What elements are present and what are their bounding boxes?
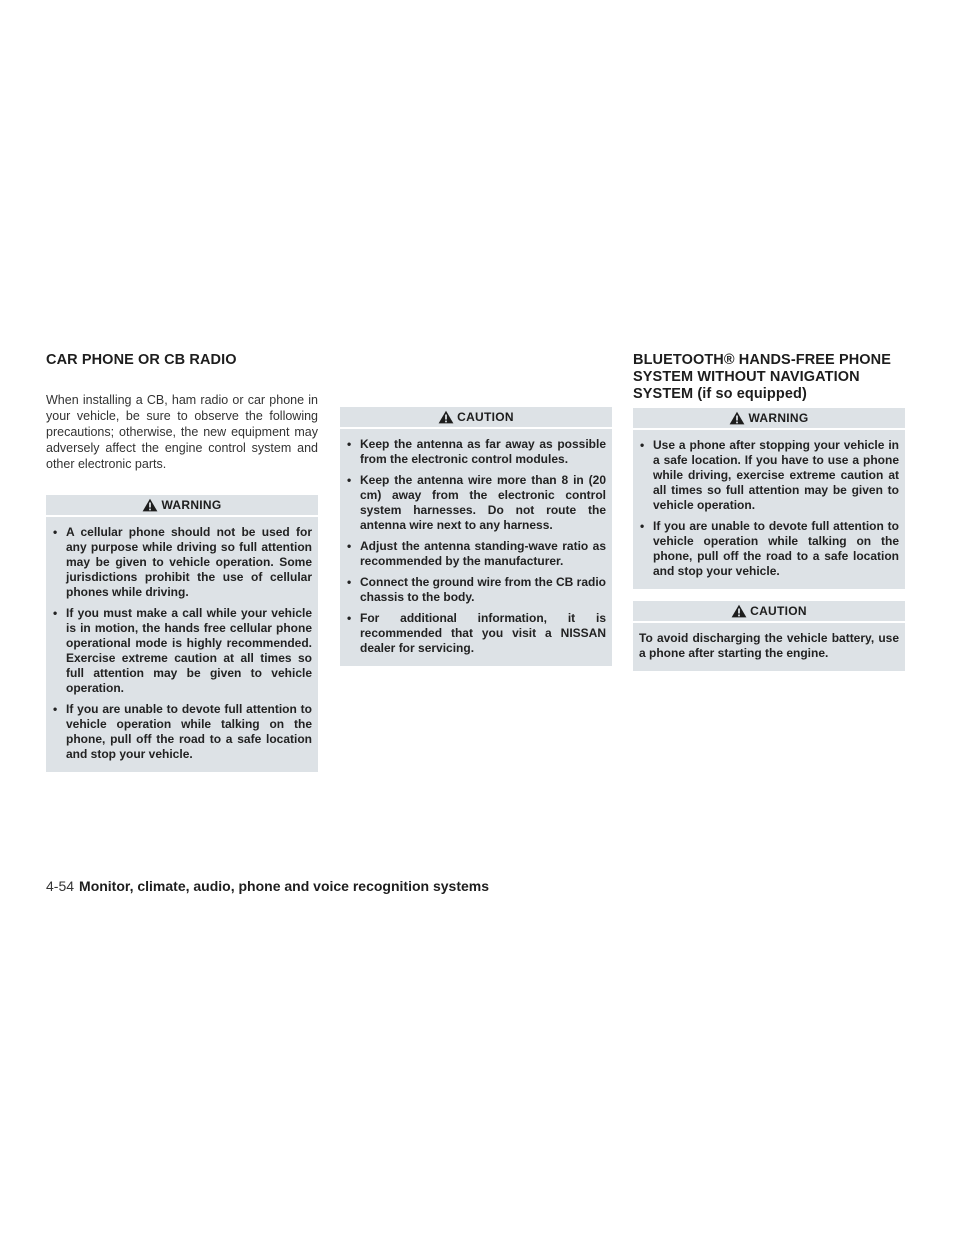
- warning-box: [46, 495, 318, 772]
- caution-triangle-icon: [438, 410, 454, 424]
- column-car-phone: [46, 352, 318, 772]
- warning-title-text: WARNING: [161, 498, 222, 512]
- caution-box: [633, 601, 905, 671]
- warning-triangle-icon: [142, 498, 158, 512]
- warning-box: [633, 408, 905, 589]
- page-number: 4-54: [46, 878, 75, 894]
- warning-list: [633, 430, 905, 579]
- warning-box-title: [46, 495, 318, 517]
- caution-item: • Adjust the antenna standing-wave ratio as recommended by the manufacturer.: [346, 539, 606, 569]
- heading-line: SYSTEM WITHOUT NAVIGATION: [633, 369, 860, 385]
- heading-line: SYSTEM (if so equipped): [633, 386, 807, 402]
- warning-item: • A cellular phone should not be used for any purpose while driving so full attention may be given to vehicle operation. Some jurisdictions prohibit the use of cellular phones while driving.: [52, 525, 312, 600]
- intro-paragraph: When installing a CB, ham radio or car phone in your vehicle, be sure to observe the following precautions; otherwise, the new equipment may adversely affect the engine control system and other electronic parts.: [46, 393, 318, 471]
- caution-text: To avoid discharging the vehicle battery, use a phone after starting the engine.: [639, 631, 899, 660]
- footer-section-title: Monitor, climate, audio, phone and voice recognition systems: [79, 878, 489, 894]
- caution-box: [340, 407, 612, 666]
- warning-triangle-icon: [729, 411, 745, 425]
- column-cb-caution: [340, 352, 612, 666]
- page-footer: [46, 878, 646, 894]
- heading-line: BLUETOOTH® HANDS-FREE PHONE: [633, 352, 892, 368]
- caution-title-text: CAUTION: [750, 604, 807, 618]
- warning-box-title: [633, 408, 905, 430]
- caution-item: • Keep the antenna wire more than 8 in (20 cm) away from the electronic control system harnesses. Do not route the antenna wire next to any harness.: [346, 473, 606, 533]
- warning-item: • If you must make a call while your vehicle is in motion, the hands free cellular phone operational mode is highly recommended. Exercise extreme caution at all times so full attention may be given to vehicle operation.: [52, 606, 312, 696]
- warning-title-text: WARNING: [748, 411, 809, 425]
- column-bluetooth: [633, 352, 905, 671]
- caution-item: • For additional information, it is recommended that you visit a NISSAN dealer for servicing.: [346, 611, 606, 656]
- caution-list: [340, 429, 612, 656]
- section-heading-bluetooth: [633, 352, 905, 403]
- caution-triangle-icon: [731, 604, 747, 618]
- caution-title-text: CAUTION: [457, 410, 514, 424]
- caution-item: • Keep the antenna as far away as possible from the electronic control modules.: [346, 437, 606, 467]
- caution-box-title: [633, 601, 905, 623]
- caution-item: • Connect the ground wire from the CB radio chassis to the body.: [346, 575, 606, 605]
- warning-item: • Use a phone after stopping your vehicle in a safe location. If you have to use a phone while driving, exercise extreme caution at all times so full attention may be given to vehicle operation.: [639, 438, 899, 513]
- warning-item: • If you are unable to devote full attention to vehicle operation while talking on the phone, pull off the road to a safe location and stop your vehicle.: [639, 519, 899, 579]
- warning-item: • If you are unable to devote full attention to vehicle operation while talking on the phone, pull off the road to a safe location and stop your vehicle.: [52, 702, 312, 762]
- warning-list: [46, 517, 318, 762]
- section-heading-car-phone: CAR PHONE OR CB RADIO: [46, 352, 237, 368]
- caution-box-title: [340, 407, 612, 429]
